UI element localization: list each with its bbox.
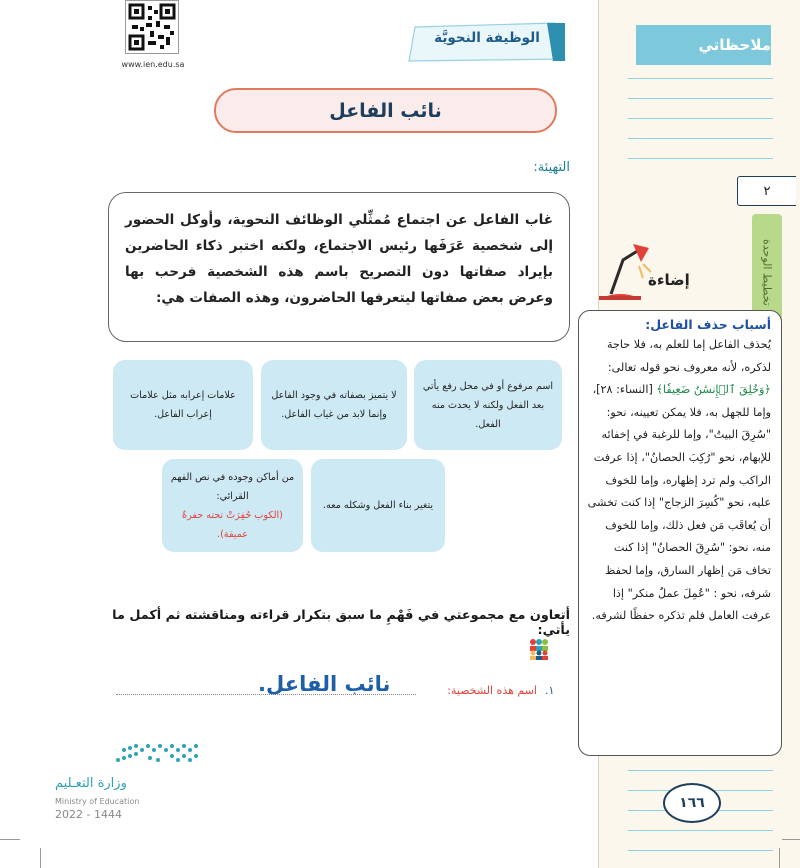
question-number: ١.	[545, 684, 555, 697]
note-line	[628, 138, 773, 139]
note-line	[628, 78, 773, 79]
clue-example-text: (الكوب حُفِرَتْ تحته حفرةٌ عميقة).	[182, 509, 283, 540]
task-instruction: أتعاون مع مجموعتي في فَهْمِ ما سبق بتكرار قراءته ومناقشته ثم أكمل ما يأتي:	[112, 608, 570, 638]
clue-card: لا يتميز بصفاته في وجود الفاعل وإنما لابد من غياب الفاعل.	[261, 360, 407, 450]
note-line	[628, 830, 773, 831]
tip-heading: إضاءة	[648, 271, 690, 289]
side-number: ٢	[737, 176, 796, 206]
crop-mark	[782, 839, 800, 840]
ministry-year: 2022 - 1444	[55, 808, 122, 821]
tip-body	[587, 334, 771, 628]
tip-text-before: يُحذف الفاعل إما للعلم به، فلا حاجة لذكره، لأنه معروف نحو قوله تعالى:	[606, 338, 771, 374]
notes-title: ملاحظاتي	[636, 25, 771, 65]
ministry-name-en: Ministry of Education	[55, 797, 140, 806]
crop-mark	[40, 848, 41, 868]
handwritten-answer: نائب الفاعل.	[258, 672, 391, 696]
qr-url: www.ien.edu.sa	[121, 60, 185, 69]
note-line	[628, 98, 773, 99]
ministry-logo-icon	[110, 740, 202, 766]
note-line	[628, 850, 773, 851]
tip-text-after: [النساء: ٢٨]، وإما للجهل به، فلا يمكن تعيينه، نحو: "سُرِقَ البيتُ"، وإما للرغبة في إخفائه للإبهام، نحو "رُكِبَ الحصانُ"، إذا عرفت الراكب ولم ترد إظهاره، وإما للخوف عليه، نحو "كُسِرَ الزجاج" إذا كنت تخشى أن يُعاقَب مَن فعل ذلك، وإما للخوف منه، نحو: "سُرِقَ الحصانُ" إذا كنت تخاف مَن إظهار السارق، وإما لحفظ شرفه، نحو : "عُمِلَ عملٌ منكر" إذا عرفت العامل فلم تذكره حفظًا لشرفه.	[587, 383, 771, 623]
tip-title: أسباب حذف الفاعل:	[645, 317, 771, 332]
note-line	[628, 158, 773, 159]
clue-card: علامات إعرابه مثل علامات إعراب الفاعل.	[113, 360, 253, 450]
note-line	[628, 118, 773, 119]
tip-box	[578, 310, 782, 756]
clue-main-text: من أماكن وجوده في نص الفهم القرائي:	[170, 471, 295, 502]
clue-card	[162, 459, 303, 552]
group-work-icon	[528, 638, 550, 660]
note-line	[628, 770, 773, 771]
question-label: اسم هذه الشخصية:	[447, 684, 537, 697]
tip-verse: ﴿وَخُلِقَ ٱلۡإِنسَٰنُ ضَعِيفٗا﴾	[656, 383, 771, 397]
crop-mark	[0, 839, 20, 840]
warmup-label: التهيئة:	[533, 160, 570, 175]
intro-text: غاب الفاعل عن اجتماع مُمثِّلي الوظائف النحوية، وأوكل الحضور إلى شخصية عَرَفَها رئيس الاجتماع، ولكنه اختبر ذكاء الحاضرين بإيراد صفاتها دون التصريح باسم هذه الشخصية فرحب بها وعرض بعض صفاتها ليتعرفها الحاضرون، وهذه الصفات هي:	[108, 192, 570, 342]
lamp-icon	[593, 238, 653, 304]
page-number: ١٦٦	[663, 783, 721, 823]
lesson-title: نائب الفاعل	[214, 88, 557, 133]
side-tab-label: تخطيط الوحدة	[760, 238, 774, 306]
crop-mark	[779, 848, 780, 868]
section-tab-label: الوظيفة النحويَّة	[434, 30, 540, 46]
clue-card: يتغير بناء الفعل وشكله معه.	[311, 459, 445, 552]
ministry-name-ar: وزارة التعـليم	[55, 776, 127, 791]
qr-code-icon[interactable]	[125, 0, 179, 54]
clue-card: اسم مرفوع أو في محل رفع يأتي بعد الفعل ولكنه لا يحدث منه الفعل.	[414, 360, 562, 450]
